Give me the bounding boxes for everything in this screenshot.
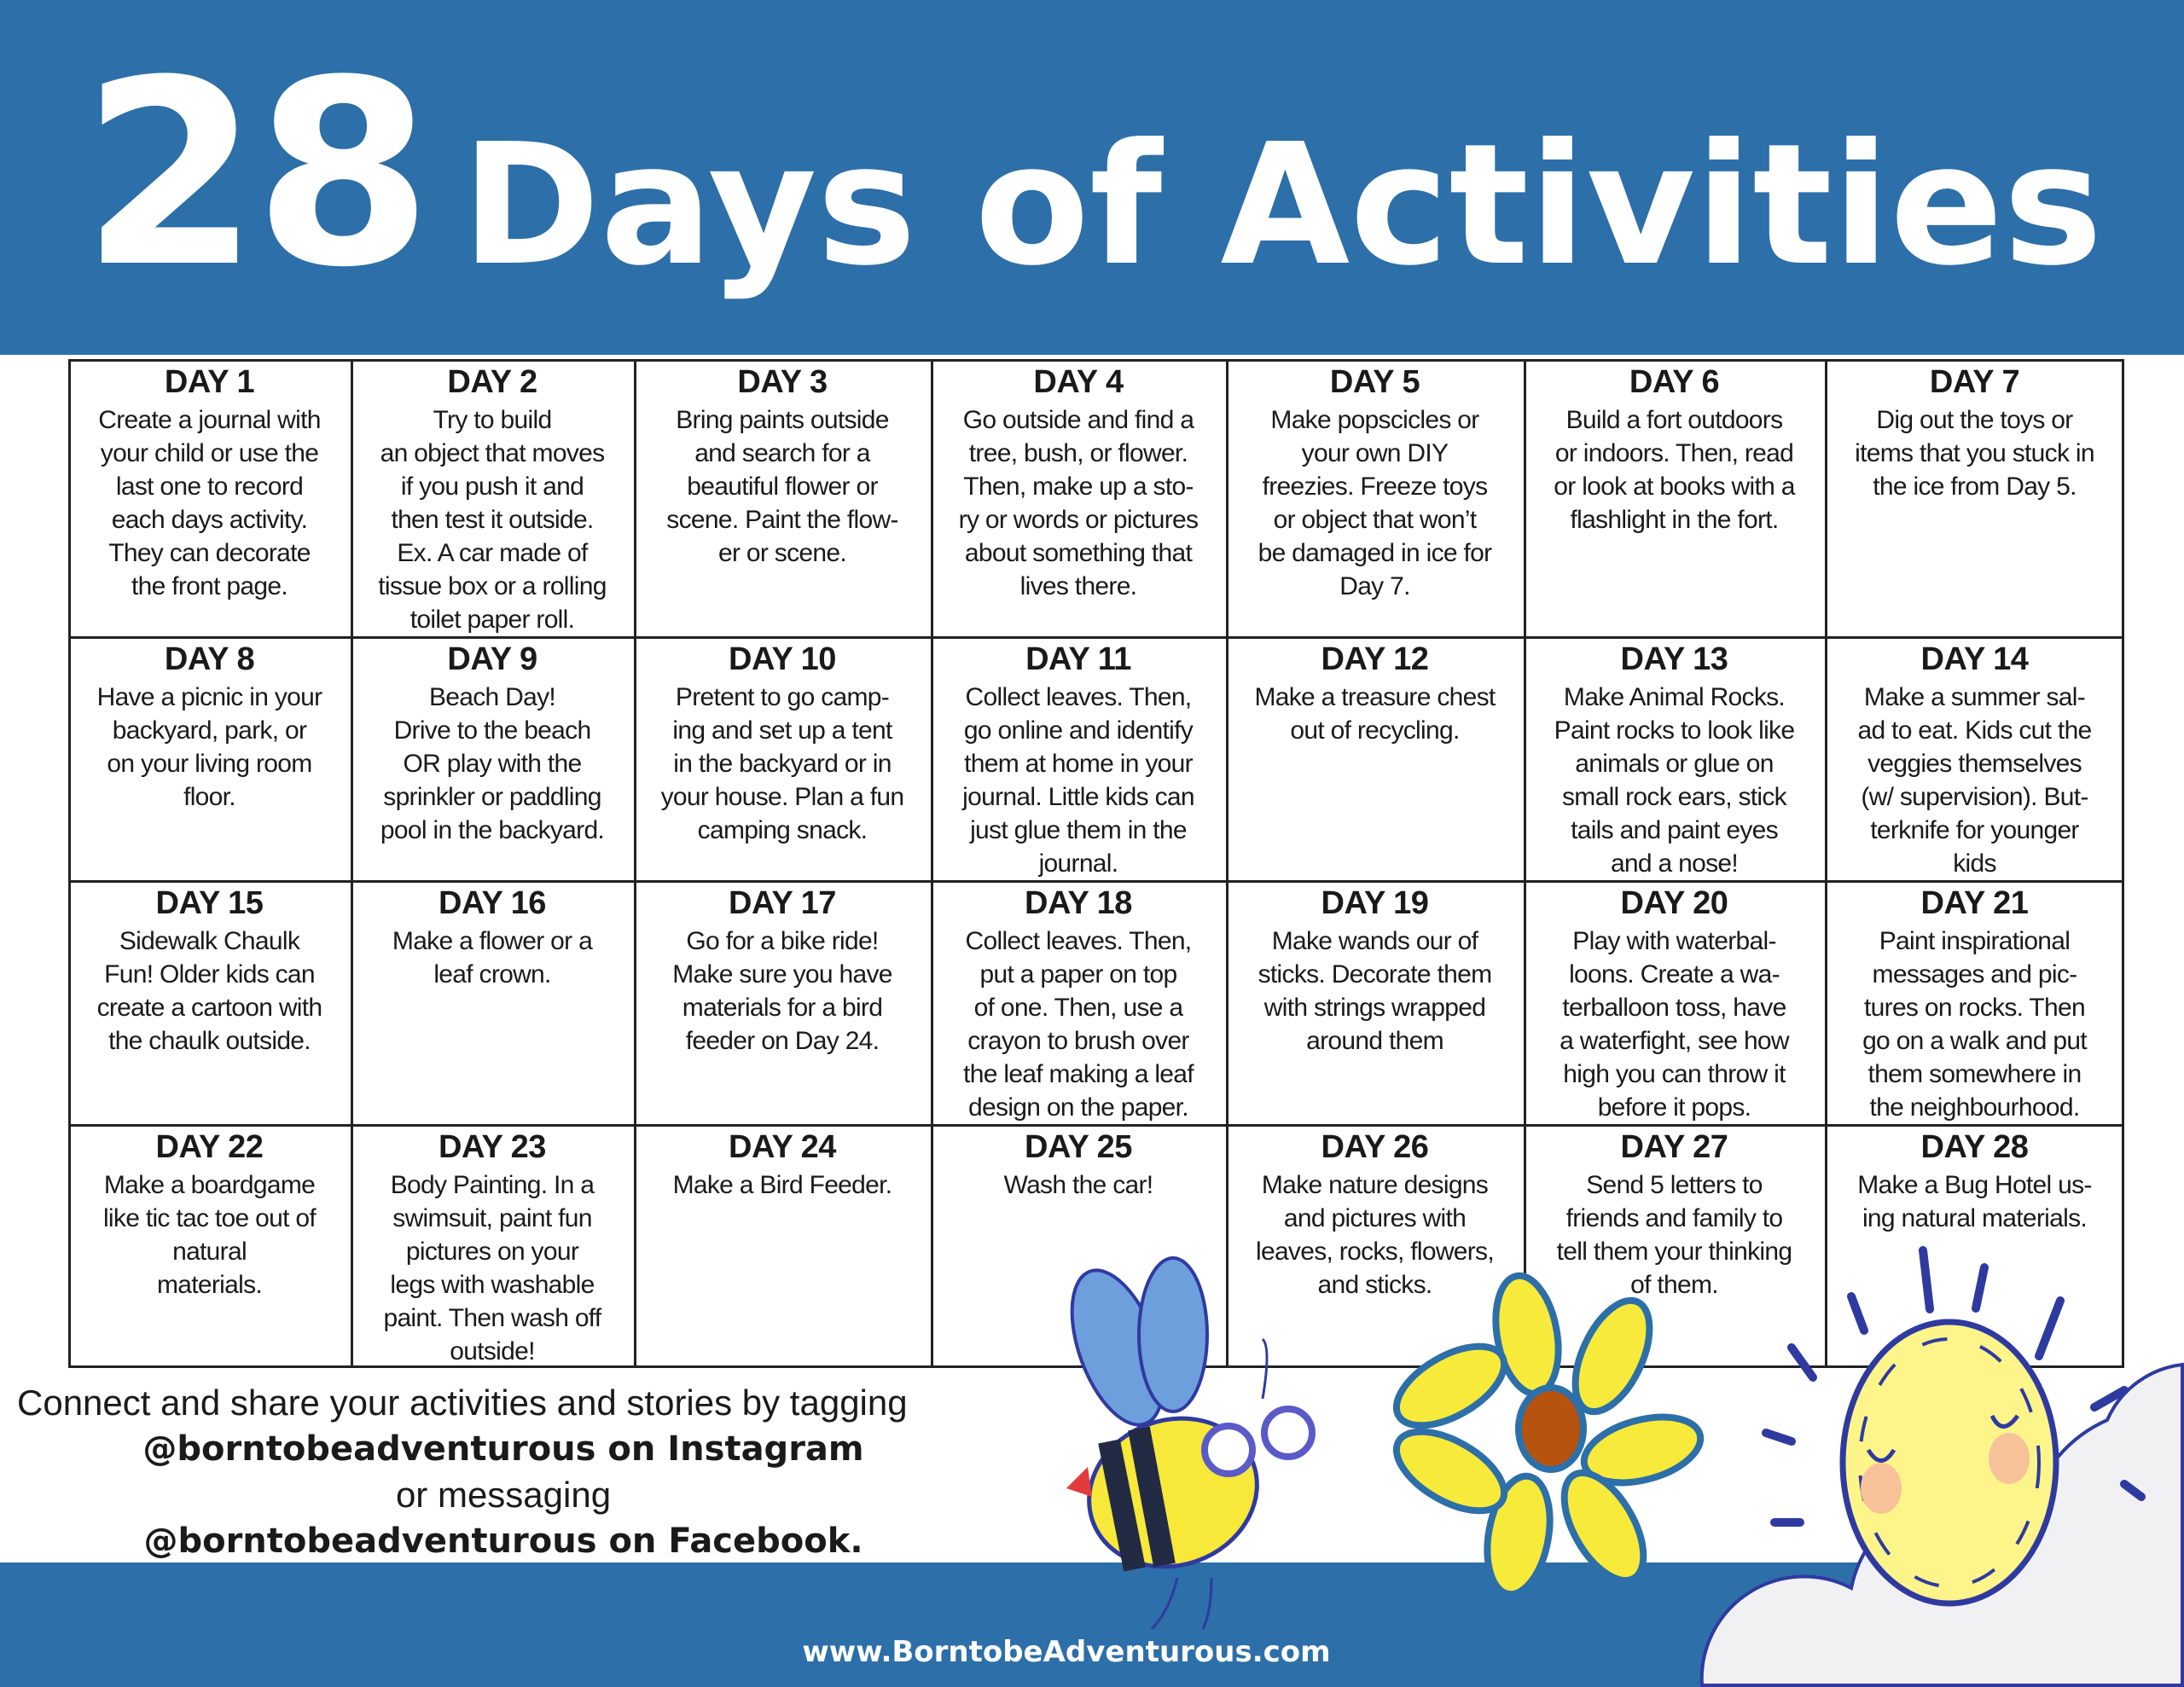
day-activity: Dig out the toys or items that you stuck in the ice from Day 5.	[1855, 406, 2094, 501]
day-label: DAY 3	[737, 364, 828, 400]
flower-icon	[1384, 1271, 1708, 1599]
day-label: DAY 11	[1025, 641, 1131, 677]
day-label: DAY 27	[1620, 1129, 1728, 1165]
day-activity: Collect leaves. Then, go online and identify them at home in your journal. Little kids can just glue them in the journal.	[962, 683, 1194, 878]
day-label: DAY 16	[439, 885, 546, 921]
day-activity: Make a flower or a leaf crown.	[392, 927, 593, 988]
day-label: DAY 24	[729, 1129, 836, 1165]
day-label: DAY 9	[447, 641, 537, 677]
day-label: DAY 28	[1920, 1129, 2029, 1165]
day-activity: Create a journal with your child or use the last one to record each days activity. They can decorate the front page.	[98, 406, 321, 600]
day-label: DAY 6	[1629, 364, 1720, 400]
website-link[interactable]: www.BorntobeAdventurous.com	[802, 1635, 1331, 1669]
day-label: DAY 1	[164, 364, 255, 400]
day-activity: Body Painting. In a swimsuit, paint fun pictures on your legs with washable paint. Then wash off outside!	[383, 1171, 601, 1365]
day-activity: Send 5 letters to friends and family to tell them your thinking of them.	[1556, 1171, 1792, 1299]
day-activity: Make Animal Rocks. Paint rocks to look like animals or glue on small rock ears, stick tails and paint eyes and a nose!	[1554, 683, 1795, 878]
day-label: DAY 21	[1920, 885, 2029, 921]
day-label: DAY 14	[1920, 641, 2029, 677]
day-label: DAY 10	[729, 641, 836, 677]
day-activity: Build a fort outdoors or indoors. Then, read or look at books with a flashlight in the fort.	[1554, 406, 1795, 534]
day-label: DAY 19	[1321, 885, 1429, 921]
day-activity: Have a picnic in your backyard, park, or on your living room floor.	[96, 683, 322, 811]
day-activity: Sidewalk Chaulk Fun! Older kids can create a cartoon with the chaulk outside.	[96, 927, 322, 1055]
day-activity: Make a Bird Feeder.	[672, 1171, 892, 1199]
day-activity: Make nature designs and pictures with leaves, rocks, flowers, and sticks.	[1256, 1171, 1494, 1299]
day-label: DAY 25	[1025, 1129, 1132, 1165]
day-activity: Pretent to go camp- ing and set up a tent in the backyard or in your house. Plan a fun camping snack.	[660, 683, 904, 844]
day-label: DAY 15	[155, 885, 264, 921]
day-activity: Try to build an object that moves if you push it and then test it outside. Ex. A car made of tissue box or a rolling toilet paper roll.	[378, 406, 607, 634]
day-label: DAY 23	[439, 1129, 546, 1165]
day-activity: Make a boardgame like tic tac toe out of natural materials.	[102, 1171, 317, 1299]
day-activity: Make a Bug Hotel us- ing natural materials.	[1857, 1171, 2092, 1232]
day-label: DAY 20	[1620, 885, 1728, 921]
day-activity: Paint inspirational messages and pic- tures on rocks. Then go on a walk and put them somewhere in the neighbourhood.	[1862, 927, 2087, 1122]
facebook-handle: @borntobeadventurous on Facebook.	[143, 1522, 863, 1561]
footer-line-1: Connect and share your activities and stories by tagging	[17, 1383, 908, 1423]
day-activity: Beach Day! Drive to the beach OR play with the sprinkler or paddling pool in the backyard.	[380, 683, 605, 844]
instagram-handle: @borntobeadventurous on Instagram	[142, 1429, 864, 1469]
day-activity: Make a treasure chest out of recycling.	[1254, 683, 1496, 745]
day-label: DAY 4	[1033, 364, 1124, 400]
day-label: DAY 18	[1025, 885, 1132, 921]
day-activity: Make wands our of sticks. Decorate them with strings wrapped around them	[1258, 927, 1492, 1055]
day-activity: Go for a bike ride! Make sure you have materials for a bird feeder on Day 24.	[672, 927, 892, 1055]
title-text: Days of Activities	[461, 108, 2103, 303]
day-label: DAY 22	[155, 1129, 264, 1165]
day-activity: Go outside and find a tree, bush, or flower. Then, make up a sto- ry or words or pictures about something that lives there.	[958, 406, 1199, 600]
day-label: DAY 26	[1321, 1129, 1429, 1165]
day-label: DAY 12	[1321, 641, 1429, 677]
day-activity: Make a summer sal- ad to eat. Kids cut the veggies themselves (w/ supervision). But- terknife for younger kids	[1857, 683, 2092, 878]
day-activity: Bring paints outside and search for a beautiful flower or scene. Paint the flow- er or scene.	[666, 406, 898, 567]
day-activity: Make popscicles or your own DIY freezies. Freeze toys or object that won’t be damaged in ice for Day 7.	[1258, 406, 1492, 600]
day-label: DAY 7	[1929, 364, 2020, 400]
day-activity: Wash the car!	[1003, 1171, 1153, 1199]
bee-icon	[1054, 1258, 1312, 1629]
day-activity: Play with waterbal- loons. Create a wa- terballoon toss, have a waterfight, see how high you can throw it before it pops.	[1560, 927, 1789, 1122]
footer-line-3: or messaging	[395, 1475, 612, 1515]
title-number: 28	[81, 26, 427, 323]
day-label: DAY 2	[447, 364, 537, 400]
day-label: DAY 13	[1620, 641, 1728, 677]
day-label: DAY 17	[729, 885, 836, 921]
day-label: DAY 8	[164, 641, 255, 677]
day-label: DAY 5	[1329, 364, 1420, 400]
day-activity: Collect leaves. Then, put a paper on top of one. Then, use a crayon to brush over the leaf making a leaf design on the paper.	[963, 927, 1194, 1122]
